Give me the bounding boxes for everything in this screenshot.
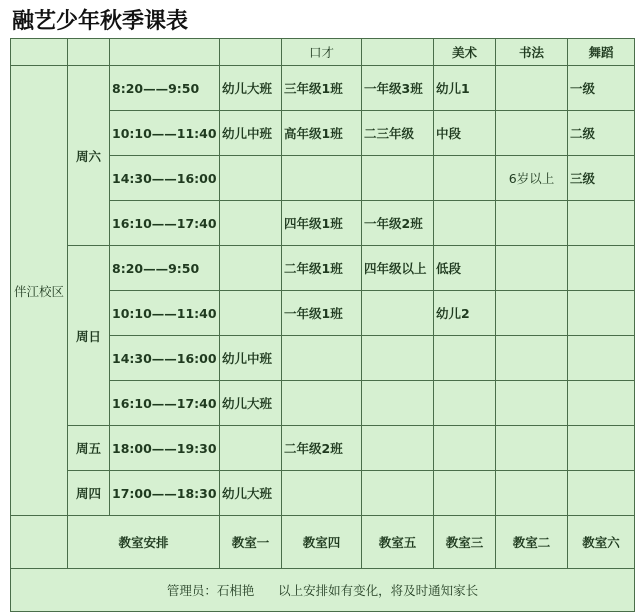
day-label-sunday: 周日	[68, 246, 110, 426]
header-wudao: 舞蹈	[568, 39, 635, 66]
time-cell: 17:00——18:30	[110, 471, 220, 516]
room-row	[11, 516, 635, 569]
header-meishu: 美术	[434, 39, 496, 66]
kouca-class-cell: 幼儿大班	[220, 381, 282, 426]
shufa-class-cell	[496, 66, 568, 111]
room-empty-cell	[11, 516, 68, 569]
kouca-class-cell: 二三年级	[362, 111, 434, 156]
room-cell: 教室二	[496, 516, 568, 569]
kouca-class-cell	[220, 426, 282, 471]
time-cell: 8:20——9:50	[110, 246, 220, 291]
header-empty-cell	[68, 39, 110, 66]
shufa-class-cell	[496, 291, 568, 336]
time-cell: 10:10——11:40	[110, 111, 220, 156]
shufa-class-cell	[496, 201, 568, 246]
kouca-class-cell	[282, 381, 362, 426]
kouca-class-cell	[362, 426, 434, 471]
wudao-class-cell	[568, 471, 635, 516]
wudao-class-cell	[568, 426, 635, 471]
header-empty-cell	[11, 39, 68, 66]
wudao-class-cell	[568, 246, 635, 291]
header-row	[11, 39, 635, 66]
meishu-class-cell: 幼儿1	[434, 66, 496, 111]
shufa-class-cell	[496, 246, 568, 291]
meishu-class-cell: 低段	[434, 246, 496, 291]
kouca-class-cell: 二年级2班	[282, 426, 362, 471]
wudao-class-cell	[568, 201, 635, 246]
shufa-class-cell	[496, 336, 568, 381]
shufa-class-cell	[496, 381, 568, 426]
day-label-thursday: 周四	[68, 471, 110, 516]
kouca-class-cell: 三年级1班	[282, 66, 362, 111]
meishu-class-cell	[434, 336, 496, 381]
table-row	[11, 66, 635, 111]
kouca-class-cell	[362, 381, 434, 426]
kouca-class-cell: 一年级2班	[362, 201, 434, 246]
wudao-class-cell	[568, 291, 635, 336]
kouca-class-cell	[282, 156, 362, 201]
kouca-class-cell	[282, 471, 362, 516]
kouca-class-cell: 二年级1班	[282, 246, 362, 291]
wudao-class-cell: 二级	[568, 111, 635, 156]
shufa-class-cell	[496, 471, 568, 516]
kouca-class-cell	[220, 156, 282, 201]
shufa-class-cell	[496, 111, 568, 156]
time-cell: 8:20——9:50	[110, 66, 220, 111]
time-cell: 14:30——16:00	[110, 336, 220, 381]
kouca-class-cell	[362, 156, 434, 201]
kouca-class-cell	[362, 471, 434, 516]
header-kouca: 口才	[282, 39, 362, 66]
kouca-class-cell: 一年级3班	[362, 66, 434, 111]
kouca-class-cell	[362, 336, 434, 381]
header-empty-cell	[362, 39, 434, 66]
kouca-class-cell	[220, 246, 282, 291]
kouca-class-cell	[220, 291, 282, 336]
room-cell: 教室四	[282, 516, 362, 569]
day-label-friday: 周五	[68, 426, 110, 471]
room-cell: 教室一	[220, 516, 282, 569]
time-cell: 16:10——17:40	[110, 381, 220, 426]
kouca-class-cell: 幼儿中班	[220, 336, 282, 381]
table-row	[11, 426, 635, 471]
schedule-table	[10, 38, 635, 612]
day-label-saturday: 周六	[68, 66, 110, 246]
room-cell: 教室五	[362, 516, 434, 569]
wudao-class-cell	[568, 381, 635, 426]
kouca-class-cell: 四年级1班	[282, 201, 362, 246]
shufa-class-cell	[496, 426, 568, 471]
meishu-class-cell: 中段	[434, 111, 496, 156]
header-empty-cell	[220, 39, 282, 66]
wudao-class-cell: 一级	[568, 66, 635, 111]
shufa-class-cell: 6岁以上	[496, 156, 568, 201]
wudao-class-cell	[568, 336, 635, 381]
page-title: 融艺少年秋季课表	[12, 9, 189, 34]
meishu-class-cell	[434, 471, 496, 516]
meishu-class-cell: 幼儿2	[434, 291, 496, 336]
table-row	[11, 246, 635, 291]
kouca-class-cell: 幼儿中班	[220, 111, 282, 156]
time-cell: 10:10——11:40	[110, 291, 220, 336]
kouca-class-cell	[362, 291, 434, 336]
kouca-class-cell: 幼儿大班	[220, 471, 282, 516]
time-cell: 14:30——16:00	[110, 156, 220, 201]
meishu-class-cell	[434, 381, 496, 426]
room-row-label: 教室安排	[68, 516, 220, 569]
kouca-class-cell: 一年级1班	[282, 291, 362, 336]
meishu-class-cell	[434, 156, 496, 201]
meishu-class-cell	[434, 201, 496, 246]
header-empty-cell	[110, 39, 220, 66]
meishu-class-cell	[434, 426, 496, 471]
wudao-class-cell: 三级	[568, 156, 635, 201]
table-row	[11, 471, 635, 516]
kouca-class-cell: 幼儿大班	[220, 66, 282, 111]
header-shufa: 书法	[496, 39, 568, 66]
room-cell: 教室六	[568, 516, 635, 569]
campus-label: 伴江校区	[11, 66, 68, 516]
kouca-class-cell: 四年级以上	[362, 246, 434, 291]
footer-row	[11, 569, 635, 612]
time-cell: 18:00——19:30	[110, 426, 220, 471]
kouca-class-cell	[220, 201, 282, 246]
room-cell: 教室三	[434, 516, 496, 569]
kouca-class-cell: 高年级1班	[282, 111, 362, 156]
time-cell: 16:10——17:40	[110, 201, 220, 246]
footer-note: 管理员：石相艳 以上安排如有变化，将及时通知家长	[11, 569, 635, 612]
kouca-class-cell	[282, 336, 362, 381]
